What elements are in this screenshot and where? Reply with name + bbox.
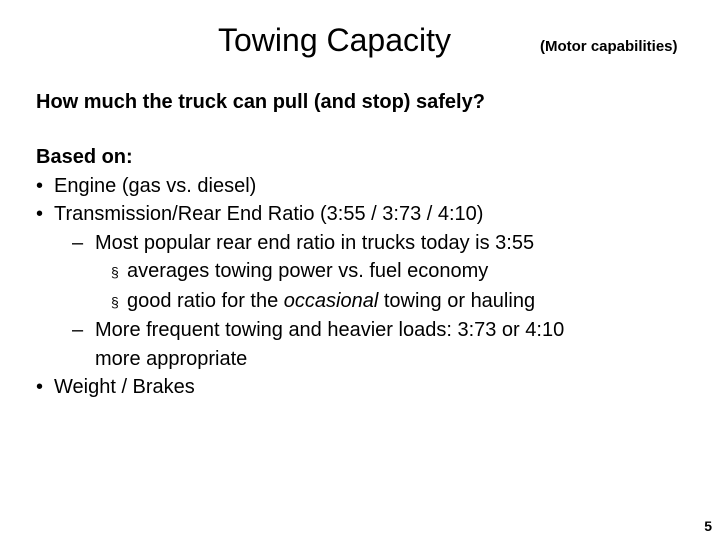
sub-item-frequent-continued: more appropriate bbox=[95, 347, 248, 370]
transmission-text: Transmission/Rear End Ratio (3:55 / 3:73 / 4:10) bbox=[54, 203, 484, 225]
sub-item-frequent bbox=[36, 316, 696, 345]
frequent-text-line1: More frequent towing and heavier loads: 3:73 or 4:10 bbox=[95, 319, 565, 341]
based-on-label: Based on: bbox=[36, 146, 133, 168]
bullet-icon: • bbox=[36, 203, 44, 225]
good-ratio-pre: good ratio for the bbox=[127, 289, 284, 312]
weight-text: Weight / Brakes bbox=[54, 376, 195, 398]
question-heading: How much the truck can pull (and stop) safely? bbox=[36, 91, 485, 113]
bullet-item-engine bbox=[36, 172, 696, 201]
page-number: 5 bbox=[704, 518, 712, 534]
sub-sub-item-good-ratio bbox=[36, 287, 696, 317]
good-ratio-emphasis: occasional bbox=[283, 289, 379, 312]
popular-text: Most popular rear end ratio in trucks today is 3:55 bbox=[95, 231, 535, 254]
bullet-item-transmission bbox=[36, 200, 696, 229]
square-bullet-icon: § bbox=[111, 264, 119, 280]
sub-sub-item-averages bbox=[36, 257, 696, 287]
dash-icon: – bbox=[72, 319, 84, 341]
slide-subtitle: (Motor capabilities) bbox=[540, 38, 678, 55]
good-ratio-post: towing or hauling bbox=[378, 289, 536, 312]
engine-text: Engine (gas vs. diesel) bbox=[54, 174, 257, 197]
sub-item-popular bbox=[36, 229, 696, 258]
bullet-icon: • bbox=[36, 376, 44, 398]
averages-text: averages towing power vs. fuel economy bbox=[127, 260, 489, 282]
slide-title: Towing Capacity bbox=[218, 22, 451, 58]
bullet-item-weight bbox=[36, 373, 696, 402]
slide-body bbox=[36, 143, 696, 402]
bullet-icon: • bbox=[36, 174, 44, 197]
dash-icon: – bbox=[72, 231, 84, 254]
square-bullet-icon: § bbox=[111, 293, 119, 310]
